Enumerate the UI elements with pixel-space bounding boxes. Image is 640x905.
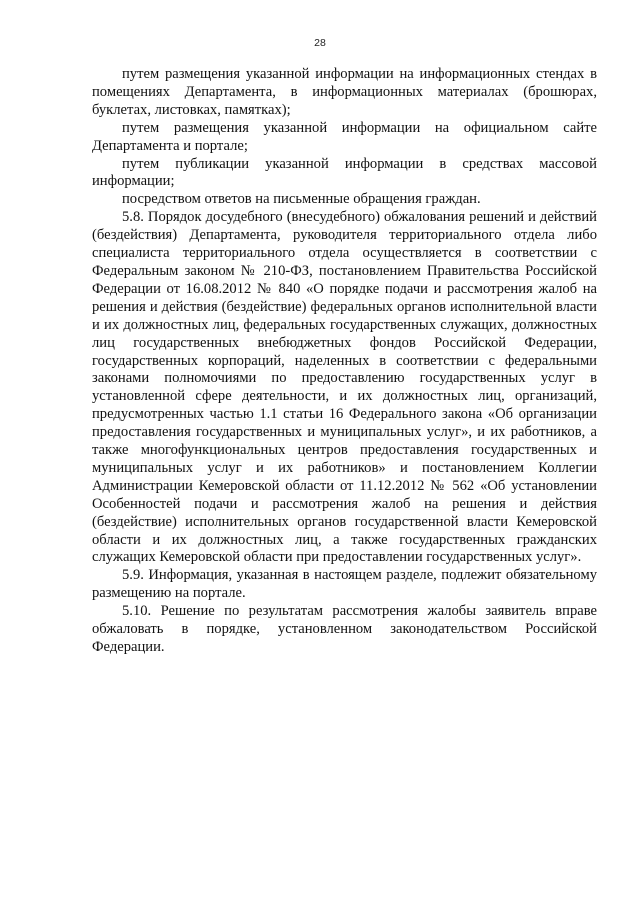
paragraph-written-requests: посредством ответов на письменные обращения граждан. (122, 191, 481, 208)
paragraph-5-10-court-appeal: 5.10. Решение по результатам рассмотрения жалобы заявитель вправе обжаловать в порядке, установленном законодательством Российской Федерации. (92, 603, 597, 655)
paragraph-5-8-appeal-procedure: 5.8. Порядок досудебного (внесудебного) обжалования решений и действий (бездействия) Департамента, руководителя территориального отдела либо специалиста территориального отдела осуществляется в соответствии с Федеральным законом № 210-ФЗ, постановлением Правительства Российской Федерации от 16.08.2012 № 840 «О порядке подачи и рассмотрения жалоб на решения и действия (бездействие) федеральных органов исполнительной власти и их должностных лиц, федеральных государственных служащих, должностных лиц государственных внебюджетных фондов Российской Федерации, государственных корпораций, наделенных в соответствии с федеральными законами полномочиями по предоставлению государственных услуг в установленной сфере деятельности, и их должностных лиц, организаций, предусмотренных частью 1.1 статьи 16 Федерального закона «Об организации предоставления государственных и муниципальных услуг», и их работников, а также многофункциональных центров предоставления государственных и муниципальных услуг и их работников» и постановлением Коллегии Администрации Кемеровской области от 11.12.2012 № 562 «Об установлении Особенностей подачи и рассмотрения жалоб на решения и действия (бездействие) исполнительных органов государственной власти Кемеровской области и их должностных лиц, а также государственных гражданских служащих Кемеровской области при предоставлении государственных услуг». (92, 209, 597, 566)
paragraph-5-9-portal-publication: 5.9. Информация, указанная в настоящем разделе, подлежит обязательному размещению на портале. (92, 567, 597, 602)
paragraph-info-stands: путем размещения указанной информации на информационных стендах в помещениях Департамента, в информационных материалах (брошюрах, буклетах, листовках, памятках); (92, 66, 597, 118)
document-body (92, 66, 597, 657)
paragraph-official-site: путем размещения указанной информации на официальном сайте Департамента и портале; (92, 119, 597, 154)
page-number: 28 (314, 37, 326, 49)
paragraph-mass-media: путем публикации указанной информации в средствах массовой информации; (92, 155, 597, 190)
